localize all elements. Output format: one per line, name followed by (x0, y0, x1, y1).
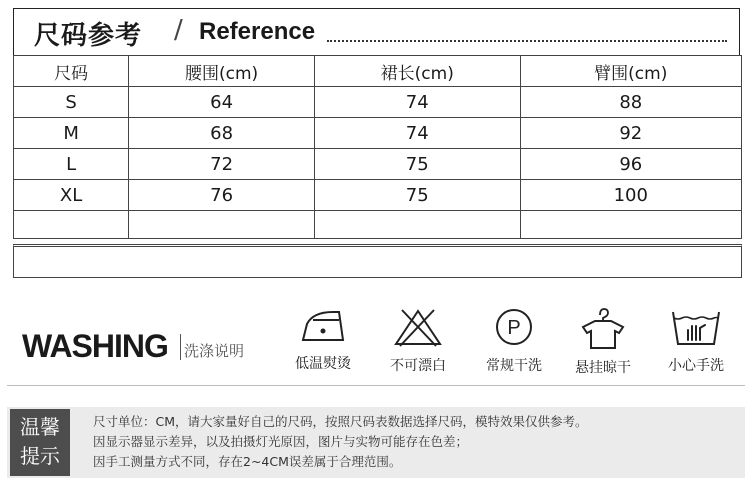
arm-cell: 92 (520, 118, 741, 149)
header-size: 尺码 (14, 56, 129, 87)
table-header-row (14, 56, 742, 87)
section-divider (7, 385, 745, 386)
empty-table-row (14, 211, 742, 239)
wash-item-label: 悬挂晾干 (575, 360, 631, 376)
empty-cell (520, 211, 741, 239)
wash-item-label: 不可漂白 (390, 358, 446, 374)
table-footer-band (13, 244, 742, 278)
title-dotted-rule (327, 40, 727, 42)
empty-cell (14, 211, 129, 239)
header-waist: 腰围(cm) (129, 56, 315, 87)
washing-title-divider (180, 334, 181, 360)
size-cell: S (14, 87, 129, 118)
skirt-length-cell: 74 (314, 118, 520, 149)
waist-cell: 64 (129, 87, 315, 118)
table-row (14, 118, 742, 149)
table-row (14, 149, 742, 180)
washing-title: WASHING (22, 328, 168, 364)
table-row (14, 87, 742, 118)
dry-clean-symbol: P (507, 317, 521, 339)
size-reference-section (13, 8, 742, 279)
wash-item-label: 常规干洗 (486, 358, 542, 374)
size-cell: L (14, 149, 129, 180)
empty-cell (314, 211, 520, 239)
header-skirt-length: 裙长(cm) (314, 56, 520, 87)
waist-cell: 72 (129, 149, 315, 180)
dry-clean-p-icon (489, 306, 539, 348)
wash-item-hang-dry (558, 306, 648, 377)
notice-line: 因手工测量方式不同，存在2~4CM误差属于合理范围。 (93, 454, 402, 469)
waist-cell: 68 (129, 118, 315, 149)
no-bleach-icon (390, 306, 446, 348)
size-cell: M (14, 118, 129, 149)
arm-cell: 88 (520, 87, 741, 118)
size-reference-title-en: Reference (199, 18, 316, 45)
skirt-length-cell: 75 (314, 149, 520, 180)
iron-low-temp-icon (293, 306, 353, 346)
wash-item-label: 小心手洗 (668, 358, 724, 374)
table-row (14, 180, 742, 211)
title-slash: / (174, 15, 183, 45)
notice-line: 因显示器显示差异，以及拍摄灯光原因，图片与实物可能存在色差； (93, 434, 469, 449)
size-reference-title-cn: 尺码参考 (34, 21, 143, 51)
empty-cell (129, 211, 315, 239)
notice-text (93, 412, 588, 472)
notice-line: 尺寸单位：CM，请大家量好自己的尺码，按照尺码表数据选择尺码，模特效果仅供参考。 (93, 414, 588, 429)
hand-wash-icon (668, 306, 724, 348)
notice-panel (7, 407, 745, 478)
hang-dry-icon (575, 306, 631, 350)
header-arm: 臂围(cm) (520, 56, 741, 87)
skirt-length-cell: 75 (314, 180, 520, 211)
size-table (13, 55, 742, 239)
washing-subtitle: 洗涤说明 (184, 342, 245, 360)
size-cell: XL (14, 180, 129, 211)
arm-cell: 96 (520, 149, 741, 180)
notice-badge-line1: 温馨 (20, 415, 60, 439)
skirt-length-cell: 74 (314, 87, 520, 118)
size-reference-header (13, 8, 740, 55)
wash-item-hand-wash (651, 306, 741, 375)
notice-badge-line2: 提示 (20, 444, 60, 468)
notice-badge (10, 409, 70, 476)
waist-cell: 76 (129, 180, 315, 211)
arm-cell: 100 (520, 180, 741, 211)
wash-item-dry-clean (469, 306, 559, 375)
wash-item-no-bleach (373, 306, 463, 375)
wash-item-iron (278, 306, 368, 373)
wash-item-label: 低温熨烫 (295, 356, 351, 372)
